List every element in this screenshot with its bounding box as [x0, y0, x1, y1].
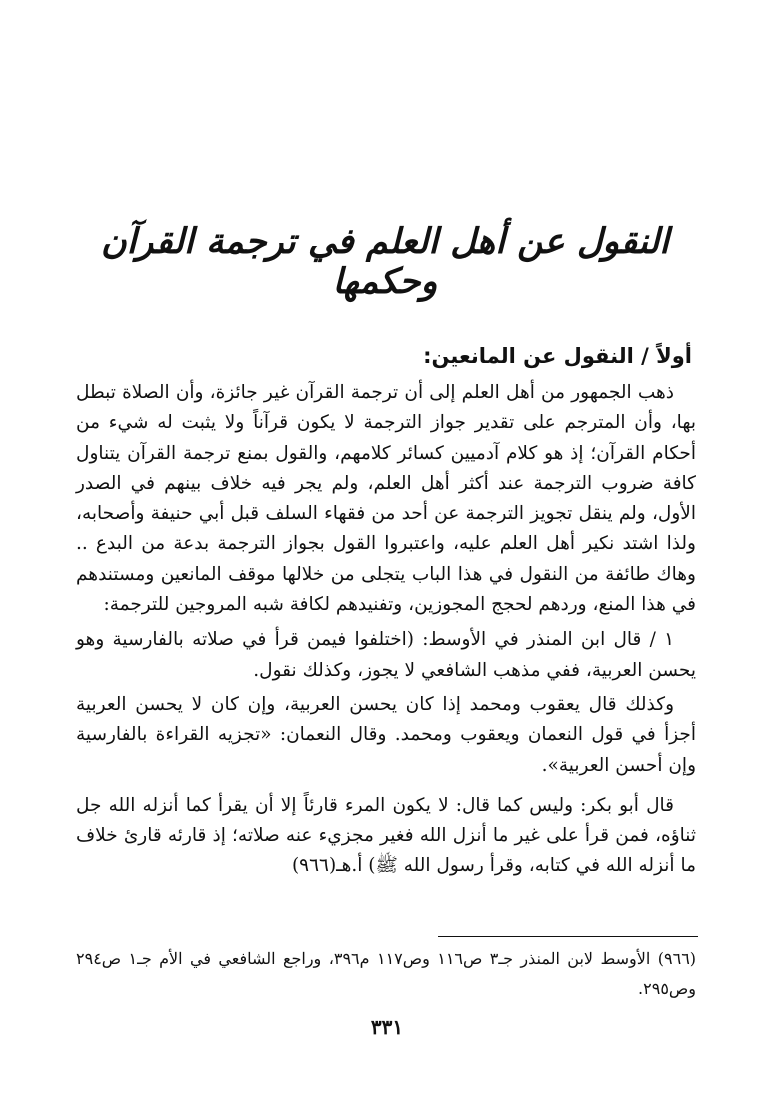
footnote-divider — [438, 936, 698, 937]
paragraph-quote-3: قال أبو بكر: وليس كما قال: لا يكون المرء قارئاً إلا أن يقرأ كما أنزله الله جل ثناؤه، فمن قرأ على غير ما أنزل الله فغير مجزيء عنه صلاته؛ إذ قارئه قارئ خلاف ما أنزله الله في كتابه، وقرأ رسول الله ﷺ) أ.هـ(٩٦٦) — [76, 794, 696, 877]
paragraph-quote-1: ١ / قال ابن المنذر في الأوسط: (اختلفوا فيمن قرأ في صلاته بالفارسية وهو يحسن العربية، ففي مذهب الشافعي لا يجوز، وكذلك نقول. — [76, 629, 696, 681]
section-heading: أولاً / النقول عن المانعين: — [423, 344, 692, 368]
body-text — [76, 378, 696, 882]
footnote: (٩٦٦) الأوسط لابن المنذر جـ٣ ص١١٦ وص١١٧ م٣٩٦، وراجع الشافعي في الأم جـ١ ص٢٩٤ وص٢٩٥. — [76, 949, 697, 998]
page-number: ٣٣١ — [370, 1015, 404, 1039]
paragraph-quote-2: وكذلك قال يعقوب ومحمد إذا كان يحسن العربية، وإن كان لا يحسن العربية أجزأ في قول النعمان ويعقوب ومحمد. وقال النعمان: «تجزيه القراءة بالفارسية وإن أحسن العربية». — [76, 693, 696, 776]
page-title: النقول عن أهل العلم في ترجمة القرآن وحكمها — [100, 222, 670, 302]
paragraph-intro: ذهب الجمهور من أهل العلم إلى أن ترجمة القرآن غير جائزة، وأن الصلاة تبطل بها، وأن المترجم على تقدير جواز الترجمة لا يكون قرآناً ولا يثبت له شيء من أحكام القرآن؛ إذ هو كلام آدميين كسائر كلامهم، والقول بمنع ترجمة القرآن يتناول كافة ضروب الترجمة عند أكثر أهل العلم، ولم يجر فيه خلاف بينهم في الصدر الأول، ولم ينقل تجويز الترجمة عن أحد من فقهاء السلف قبل أبي حنيفة وأصحابه، ولذا اشتد نكير أهل العلم عليه، واعتبروا القول بجواز الترجمة بدعة من البدع .. وهاك طائفة من النقول في هذا الباب يتجلى من خلالها موقف المانعين ومستندهم في هذا المنع، وردهم لحجج المجوزين، وتفنيدهم لكافة شبه المروجين للترجمة: — [76, 382, 696, 616]
